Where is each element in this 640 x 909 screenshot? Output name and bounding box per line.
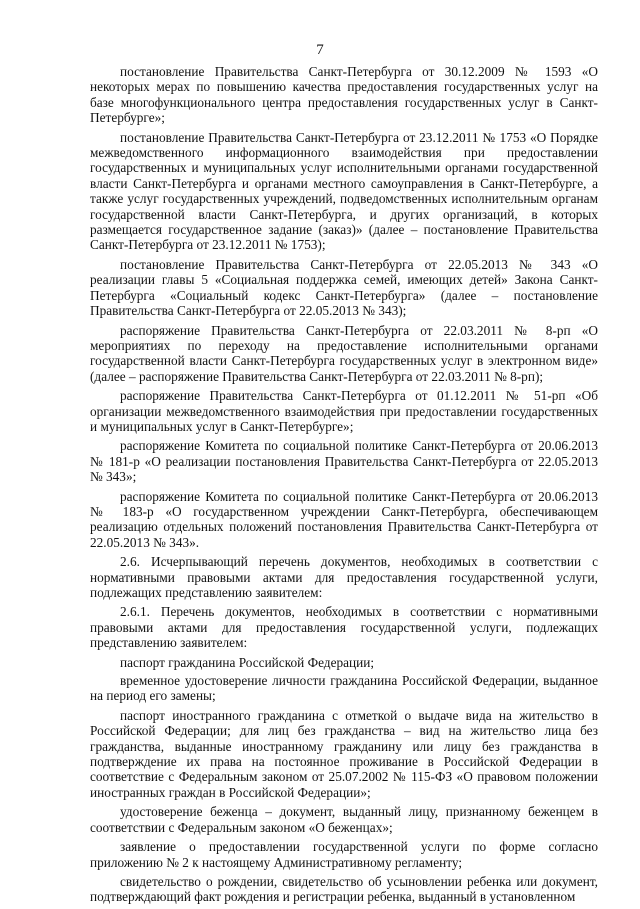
list-item-temporary-id: временное удостоверение личности гражданина Российской Федерации, выданное на период его замены; (90, 673, 598, 704)
paragraph-order-181-r: распоряжение Комитета по социальной политике Санкт-Петербурга от 20.06.2013 № 181-р «О реализации постановления Правительства Санкт-Петербурга от 22.05.2013 № 343»; (90, 438, 598, 485)
paragraph-order-51-rp: распоряжение Правительства Санкт-Петербурга от 01.12.2011 № 51-рп «Об организации межведомственного взаимодействия при предоставлении государственных и муниципальных услуг в Санкт-Петербурге»; (90, 388, 598, 434)
paragraph-order-183-r: распоряжение Комитета по социальной политике Санкт-Петербурга от 20.06.2013 № 183-р «О государственном учреждении Санкт-Петербурга, обеспечивающем реализацию отдельных положений постановления Правительства Санкт-Петербурга от 22.05.2013 № 343». (90, 488, 598, 550)
paragraph-section-2-6: 2.6. Исчерпывающий перечень документов, необходимых в соответствии с нормативными правовыми актами для предоставления государственной услуги, подлежащих представлению заявителем: (90, 554, 598, 600)
paragraph-order-8-rp: распоряжение Правительства Санкт-Петербурга от 22.03.2011 № 8-рп «О мероприятиях по переходу на предоставление исполнительными органами государственной власти Санкт-Петербурга государственных услуг в электронном виде» (далее – распоряжение Правительства Санкт-Петербурга от 22.03.2011 № 8-рп); (90, 322, 598, 384)
document-body (90, 64, 598, 909)
list-item-birth-certificate: свидетельство о рождении, свидетельство об усыновлении ребенка или документ, подтверждающий факт рождения и регистрации ребенка, выданный в установленном (90, 873, 598, 905)
list-item-foreign-passport: паспорт иностранного гражданина с отметкой о выдаче вида на жительство в Российской Федерации; для лиц без гражданства – вид на жительство лица без гражданства, выданные иностранному гражданину или лицу без гражданства в подтверждение их права на постоянное проживание в Российской Федерации в соответствие с Федеральным законом от 25.07.2002 № 115-ФЗ «О правовом положении иностранных граждан в Российской Федерации»; (90, 707, 598, 800)
paragraph-section-2-6-1: 2.6.1. Перечень документов, необходимых в соответствии с нормативными правовыми актами для предоставления государственной услуги, подлежащих представлению заявителем: (90, 604, 598, 651)
list-item-passport: паспорт гражданина Российской Федерации; (120, 654, 375, 670)
list-item-refugee-certificate: удостоверение беженца – документ, выданный лицу, признанному беженцем в соответствии с Федеральным законом «О беженцах»; (90, 804, 598, 835)
page-number: 7 (316, 42, 324, 58)
paragraph-resolution-1753: постановление Правительства Санкт-Петербурга от 23.12.2011 № 1753 «О Порядке межведомственного информационного взаимодействия при предоставлении государственных и муниципальных услуг исполнительными органами государственной власти Санкт-Петербурга и органами местного самоуправления в Санкт-Петербурге, а также услуг государственных учреждений, подведомственных исполнительным органам государственной власти Санкт-Петербурга, и других организаций, в которых размещается государственное задание (заказ)» (далее – постановление Правительства Санкт-Петербурга от 23.12.2011 № 1753); (90, 129, 598, 253)
list-item-application: заявление о предоставлении государственной услуги по форме согласно приложению № 2 к настоящему Административному регламенту; (90, 839, 598, 870)
paragraph-resolution-1593: постановление Правительства Санкт-Петербурга от 30.12.2009 № 1593 «О некоторых мерах по повышению качества предоставления государственных услуг на базе многофункционального центра предоставления государственных услуг в Санкт-Петербурге»; (90, 64, 598, 126)
paragraph-resolution-343: постановление Правительства Санкт-Петербурга от 22.05.2013 № 343 «О реализации главы 5 «Социальная поддержка семей, имеющих детей» Закона Санкт-Петербурга «Социальный кодекс Санкт-Петербурга» (далее – постановление Правительства Санкт-Петербурга от 22.05.2013 № 343); (90, 256, 598, 319)
